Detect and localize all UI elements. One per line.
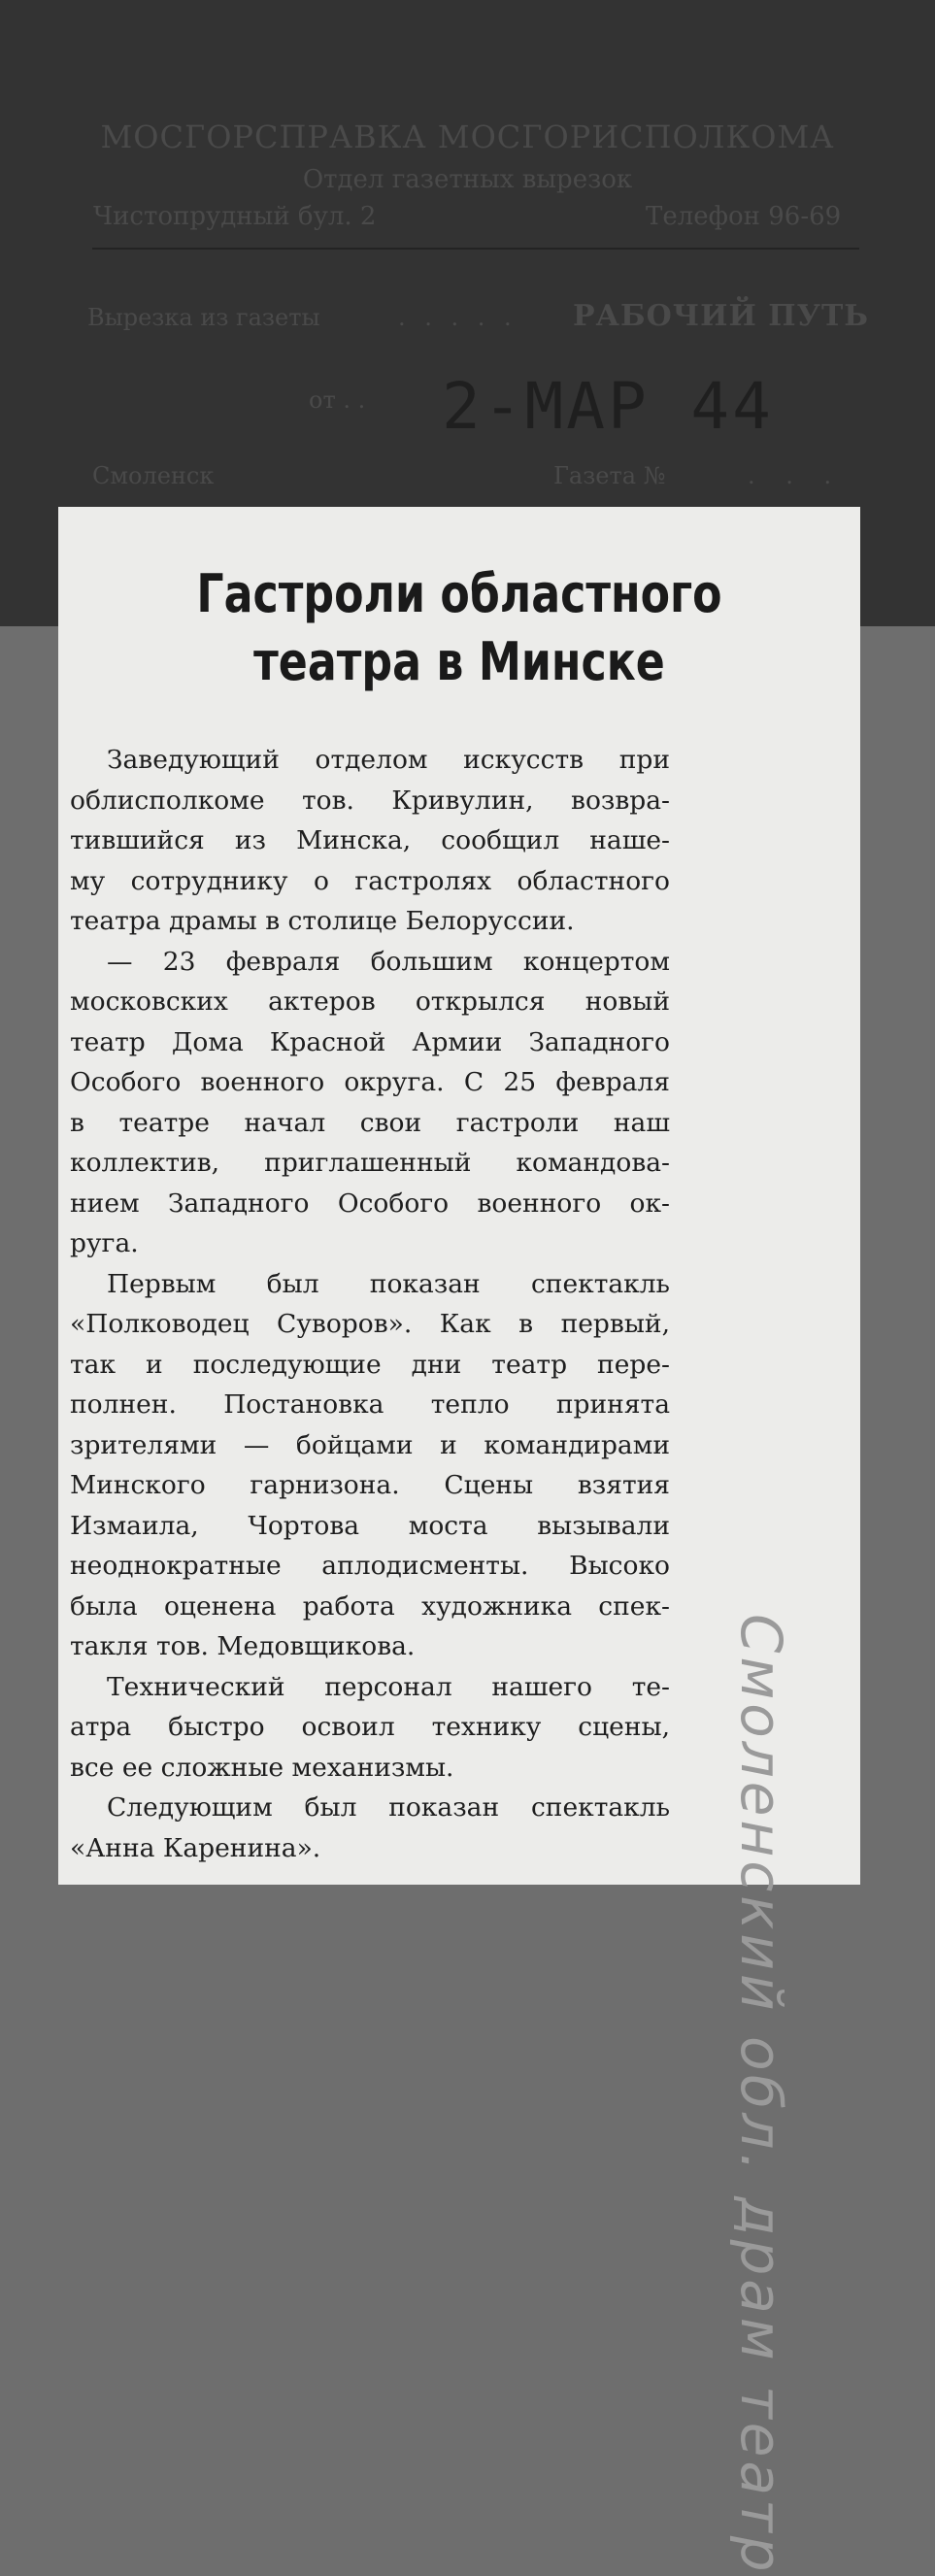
text-line: Минского гарнизона. Сцены взятия	[70, 1470, 670, 1500]
text-line: в театре начал свои гастроли наш	[70, 1107, 670, 1138]
article-body	[70, 740, 670, 1868]
newspaper-name: РАБОЧИЙ ПУТЬ	[573, 299, 870, 333]
text-line: нием Западного Особого военного ок-	[70, 1188, 670, 1219]
card-department: Отдел газетных вырезок	[302, 165, 633, 194]
headline	[130, 560, 787, 696]
text-line: театр Дома Красной Армии Западного	[70, 1026, 670, 1057]
date-stamp: 2-МАР 44	[442, 369, 774, 444]
text-line: так и последующие дни театр пере-	[70, 1349, 670, 1380]
text-line: неоднократные аплодисменты. Высоко	[70, 1551, 670, 1581]
text-line: «Полководец Суворов». Как в первый,	[70, 1309, 670, 1339]
card-address: Чистопрудный бул. 2	[93, 202, 377, 231]
text-line: такля тов. Медовщикова.	[70, 1631, 416, 1661]
paper-number-label: Газета №	[553, 462, 666, 489]
text-line: Технический персонал нашего те-	[107, 1671, 670, 1702]
text-line: полнен. Постановка тепло принята	[70, 1389, 670, 1420]
city-label: Смоленск	[92, 462, 215, 489]
text-line: Следующим был показан спектакль	[107, 1792, 670, 1823]
paper-number-dots: . . .	[748, 462, 844, 489]
headline-line: театра в Минске	[253, 631, 665, 692]
cut-dots: . . . . .	[398, 304, 518, 331]
text-line: московских актеров открылся новый	[70, 987, 670, 1017]
text-line: облисполкоме тов. Кривулин, возвра-	[70, 785, 670, 816]
text-line: все ее сложные механизмы.	[70, 1752, 454, 1783]
text-line: зрителями — бойцами и командирами	[70, 1429, 670, 1460]
text-line: Первым был показан спектакль	[107, 1268, 670, 1299]
date-label: от . .	[309, 386, 366, 414]
card-divider	[92, 248, 859, 250]
card-phone: Телефон 96-69	[646, 202, 842, 231]
text-line: «Анна Каренина».	[70, 1832, 321, 1863]
text-line: театра драмы в столице Белоруссии.	[70, 906, 575, 936]
text-line: атра быстро освоил технику сцены,	[70, 1712, 670, 1742]
handwritten-note: Смоленский обл. драм театр	[728, 1614, 794, 2576]
headline-line: Гастроли областного	[196, 563, 722, 624]
text-line: Измаила, Чортова моста вызывали	[70, 1510, 670, 1541]
newspaper-clipping	[58, 507, 860, 2576]
cut-label: Вырезка из газеты	[87, 304, 320, 331]
card-org-title: МОСГОРСПРАВКА МОСГОРИСПОЛКОМА	[100, 118, 835, 155]
text-line: му сотруднику о гастролях областного	[70, 865, 670, 896]
text-line: коллектив, приглашенный командова-	[70, 1148, 670, 1178]
text-line: руга.	[70, 1228, 139, 1258]
text-line: — 23 февраля большим концертом	[107, 946, 670, 977]
text-line: Особого военного округа. С 25 февраля	[70, 1067, 670, 1097]
text-line: была оценена работа художника спек-	[70, 1590, 670, 1622]
text-line: Заведующий отделом искусств при	[107, 745, 670, 775]
text-line: тившийся из Минска, сообщил наше-	[70, 825, 670, 855]
